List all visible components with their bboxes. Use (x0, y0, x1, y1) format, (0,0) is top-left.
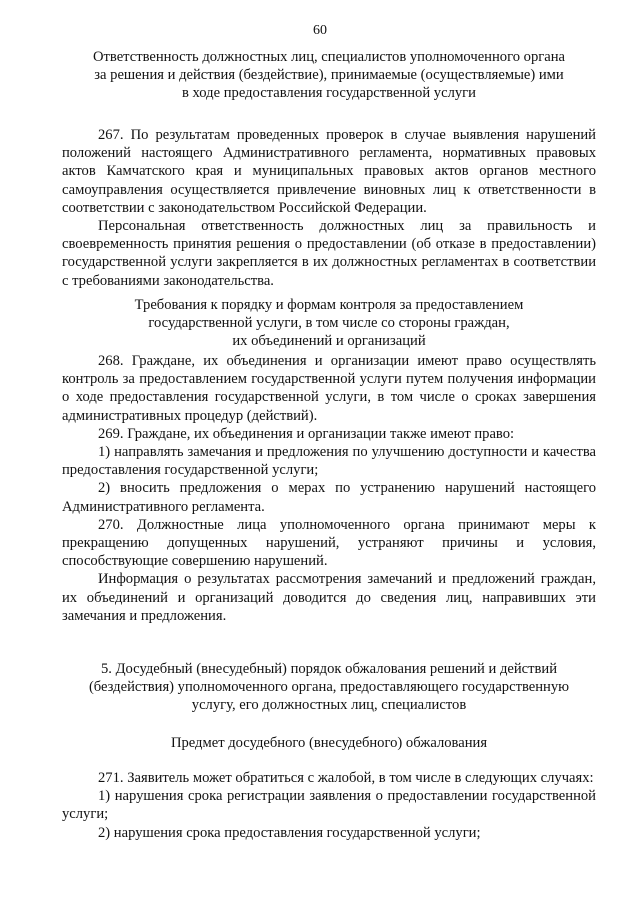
paragraph-271: 271. Заявитель может обратиться с жалобой, в том числе в следующих случаях: (98, 770, 594, 786)
heading-line: Ответственность должностных лиц, специалистов уполномоченного органа (92, 49, 566, 65)
section-body-appeal-subject (62, 769, 596, 842)
heading-line: 5. Досудебный (внесудебный) порядок обжалования решений и действий (100, 661, 558, 677)
section-heading-control-requirements (62, 296, 596, 351)
paragraph-267: 267. По результатам проведенных проверок в случае выявления нарушений положений настоящего Административного регламента, нормативных правовых актов Камчатского края и муниципальных правовых актов органов местного самоуправления осуществляется привлечение виновных лиц к ответственности в соответствии с законодательством Российской Федерации. (62, 127, 596, 216)
paragraph-information-results: Информация о результатах рассмотрения замечаний и предложений граждан, их объединений и организаций доводится до сведения лиц, направивших эти замечания и предложения. (62, 571, 596, 624)
page-number: 60 (313, 23, 327, 38)
section-body-control-requirements (62, 352, 596, 625)
paragraph-270: 270. Должностные лица уполномоченного органа принимают меры к прекращению допущенных нарушений, устраняют причины и условия, способствующие совершению нарушений. (62, 516, 596, 570)
section-heading-responsibility (62, 48, 596, 103)
heading-line: Требования к порядку и формам контроля за предоставлением (134, 297, 524, 313)
heading-line: Предмет досудебного (внесудебного) обжалования (170, 735, 488, 751)
heading-line: (бездействия) уполномоченного органа, предоставляющего государственную (88, 679, 570, 696)
heading-line: государственной услуги, в том числе со стороны граждан, (148, 315, 510, 332)
heading-line: их объединений и организаций (232, 333, 426, 350)
paragraph-personal-responsibility: Персональная ответственность должностных лиц за правильность и своевременность принятия решения о предоставлении (об отказе в предоставлении) государственной услуги закрепляется в их должностных регламентах в соответствии с требованиями законодательства. (62, 218, 596, 289)
section-heading-pretrial-appeal (62, 660, 596, 715)
paragraph-268: 268. Граждане, их объединения и организации имеют право осуществлять контроль за предоставлением государственной услуги путем получения информации о ходе предоставления государственной услуги, в том числе о сроках завершения административных процедур (действий). (62, 353, 596, 424)
section-body-responsibility (62, 126, 596, 290)
list-item-269-1: 1) направлять замечания и предложения по улучшению доступности и качества предоставления государственной услуги; (62, 444, 596, 479)
list-item-271-1: 1) нарушения срока регистрации заявления о предоставлении государственной услуги; (62, 788, 596, 823)
list-item-269-2: 2) вносить предложения о мерах по устранению нарушений настоящего Административного регламента. (62, 480, 596, 515)
heading-line: за решения и действия (бездействие), принимаемые (осуществляемые) ими (94, 67, 564, 84)
heading-line: в ходе предоставления государственной услуги (182, 85, 476, 102)
section-heading-appeal-subject (62, 734, 596, 752)
paragraph-269: 269. Граждане, их объединения и организации также имеют право: (98, 425, 515, 442)
heading-line: услугу, его должностных лиц, специалистов (191, 697, 467, 714)
list-item-271-2: 2) нарушения срока предоставления государственной услуги; (98, 824, 481, 841)
